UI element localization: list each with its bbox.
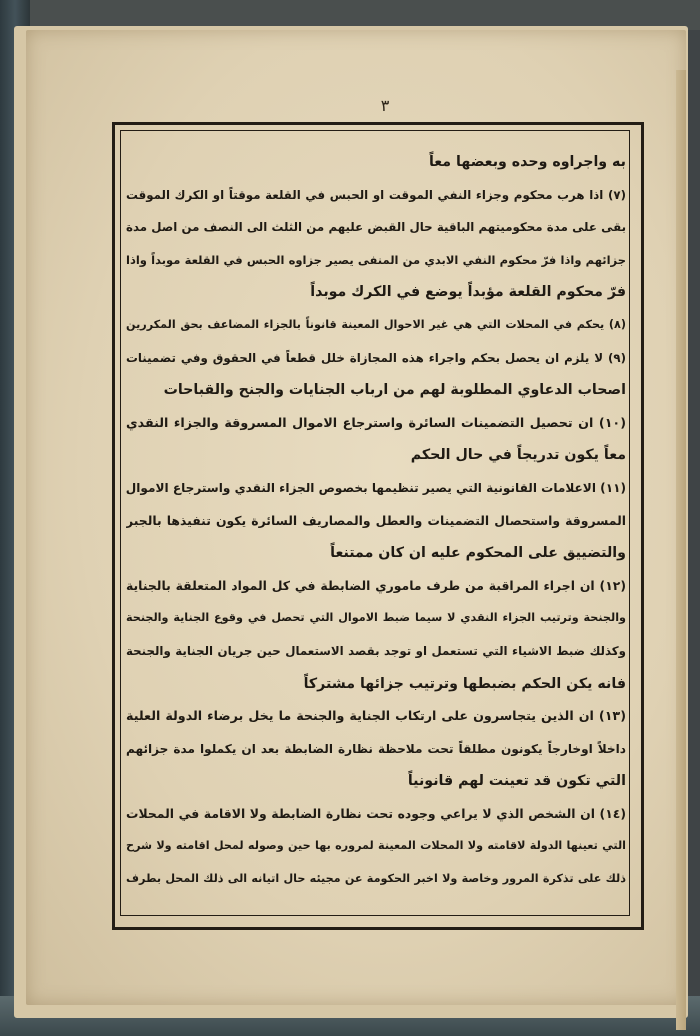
text-line: وكذلك ضبط الاشياء التي تستعمل او توجد بقصد الاستعمال حين جريان الجناية والجنحة: [126, 643, 626, 658]
text-line: والتضييق على المحكوم عليه ان كان ممتنعاً: [330, 545, 626, 562]
text-line: به واجراوه وحده وبعضها معاً: [428, 154, 626, 170]
text-line: (٧) اذا هرب محكوم وجزاء النفي الموقت او الحبس في القلعة موقتاً او الكرك الموقت: [126, 187, 626, 202]
text-line: اصحاب الدعاوي المطلوبة لهم من ارباب الجنايات والجنح والقباحات: [163, 382, 626, 399]
text-line: (١٠) ان تحصيل التضمينات السائرة واسترجاع الاموال المسروقة والجزاء النقدي: [126, 414, 626, 430]
text-line: فرّ محكوم القلعة مؤبداً يوضع في الكرك موبداً: [310, 284, 626, 301]
text-line: (١١) الاعلامات القانونية التي يصير تنظيمها بخصوص الجزاء النقدي واسترجاع الاموال: [126, 480, 626, 495]
text-line: (٨) يحكم في المحلات التي هي غير الاحوال المعينة قانوناً بالجزاء المضاعف بحق المكررين: [126, 317, 626, 331]
page-number: ٣: [380, 96, 390, 115]
text-line: التي تكون قد تعينت لهم قانونياً: [407, 773, 626, 790]
text-line: (١٤) ان الشخص الذي لا يراعي وجوده تحت نظارة الضابطة ولا الاقامة في المحلات: [126, 805, 626, 821]
text-line: (١٣) ان الذين يتجاسرون على ارتكاب الجناية والجنحة ما يخل برضاء الدولة العلية: [126, 708, 626, 724]
text-line: المسروقة واستحصال التضمينات والعطل والمصاريف السائرة يكون تنفيذها بالجبر: [126, 512, 626, 528]
text-line: معاً يكون تدريجاً في حال الحكم: [410, 447, 626, 464]
page-edge: [676, 70, 686, 1030]
arabic-text-block: [126, 146, 626, 906]
text-line: فانه يكن الحكم بضبطها وترتيب جزائها مشتركاً: [303, 675, 626, 692]
text-line: والجنحة وترتيب الجزاء النقدي لا سيما ضبط الاموال التي تحصل في وقوع الجناية والجنحة: [126, 611, 626, 625]
text-line: داخلاً اوخارجاً يكونون مطلقاً تحت ملاحظة نظارة الضابطة بعد ان يكملوا مدة جزائهم: [126, 741, 626, 756]
text-line: بقى على مدة محكوميتهم الباقية حال القبض عليهم من الثلث الى النصف من اصل مدة: [126, 220, 626, 235]
text-line: (١٢) ان اجراء المراقبة من طرف ماموري الضابطة في كل المواد المتعلقة بالجناية: [126, 577, 626, 593]
text-line: (٩) لا يلزم ان يحصل بحكم واجراء هذه المجازاة خلل قطعاً في الحقوق وفي تضمينات: [126, 350, 626, 365]
text-line: ذلك على تذكرة المرور وخاصة ولا اخبر الحكومة عن مجيئه حال اتيانه الى ذلك المحل بطرف: [126, 872, 626, 886]
text-line: التي تعينها الدولة لاقامته ولا المحلات المعينة لمروره بها حين وصوله لمحل اقامته ولا شرح: [126, 839, 626, 853]
text-line: جزائهم واذا فرّ محكوم النفي الابدي من المنفى يصير جزاوه الحبس في القلعة موبداً واذا: [126, 252, 626, 267]
